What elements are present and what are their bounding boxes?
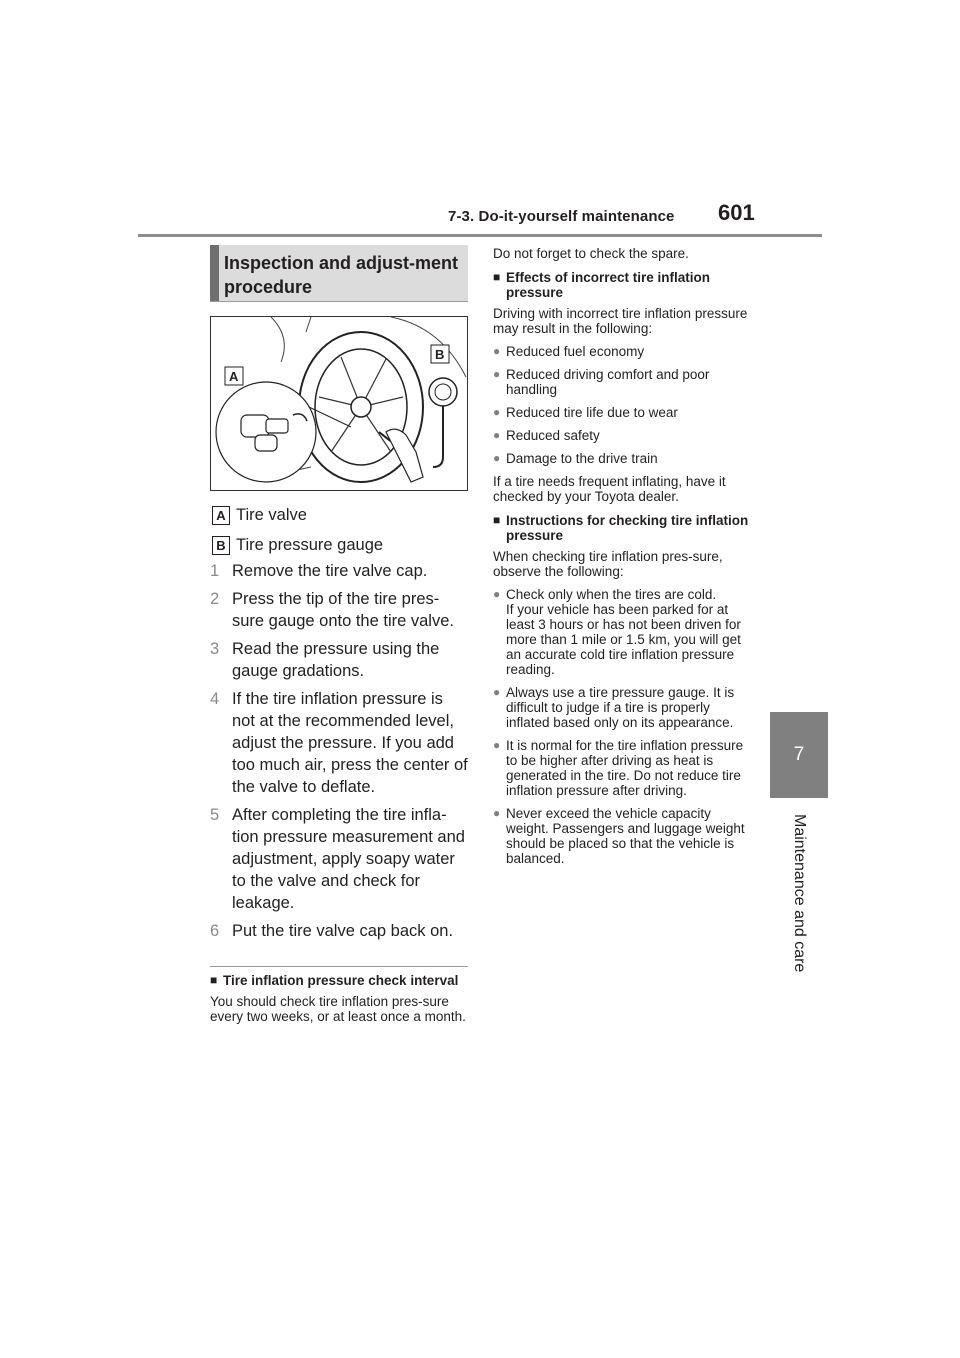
- list-item: [493, 738, 753, 798]
- step-number: 6: [210, 922, 220, 940]
- legend-item: [210, 500, 468, 530]
- figure-legend: [210, 500, 468, 560]
- list-item: [493, 806, 753, 866]
- list-item-text: Always use a tire pressure gauge. It is difficult to judge if a tire is properly inflated based only on its appearance.: [506, 685, 735, 730]
- legend-key: A: [212, 506, 230, 525]
- legend-item: [210, 530, 468, 560]
- step: [210, 920, 468, 942]
- list-item-text: Check only when the tires are cold. If your vehicle has been parked for at least 3 hours or has not been driven for more than 1 mile or 1.5 km, you will get an accurate cold tire inflation pressure reading.: [506, 587, 741, 677]
- bullet-icon: ●: [493, 344, 501, 358]
- instructions-intro: When checking tire inflation pres-sure, observe the following:: [493, 549, 723, 579]
- list-item: [493, 587, 753, 677]
- list-item-text: Reduced fuel economy: [506, 344, 645, 359]
- left-column: [210, 245, 468, 1024]
- right-column: [493, 246, 753, 866]
- step-number: 2: [210, 590, 220, 608]
- list-item-text: Damage to the drive train: [506, 451, 658, 466]
- square-marker: ■: [210, 973, 218, 987]
- list-item: [493, 451, 753, 466]
- section-heading: Inspection and adjust-ment procedure: [210, 245, 468, 301]
- effects-heading: [493, 270, 753, 300]
- step: [210, 804, 468, 914]
- heading-underline: [210, 301, 468, 302]
- interval-text: You should check tire inflation pres-sure every two weeks, or at least once a month.: [210, 994, 466, 1024]
- step: [210, 560, 468, 582]
- interval-heading: [210, 973, 468, 988]
- square-marker: ■: [493, 513, 501, 527]
- step-text: Remove the tire valve cap.: [232, 562, 428, 580]
- list-item: [493, 367, 753, 397]
- figure-label-a: A: [229, 369, 239, 384]
- effects-heading-text: Effects of incorrect tire inflation pressure: [506, 270, 711, 300]
- legend-key: B: [212, 536, 230, 555]
- bullet-icon: ●: [493, 405, 501, 419]
- step-text: Put the tire valve cap back on.: [232, 922, 454, 940]
- step-number: 5: [210, 806, 220, 824]
- step-number: 4: [210, 690, 220, 708]
- step-text: Read the pressure using the gauge gradations.: [232, 640, 440, 680]
- step-text: If the tire inflation pressure is not at the recommended level, adjust the pressure. If you add too much air, press the center of the valve to deflate.: [232, 690, 468, 796]
- legend-text: Tire valve: [236, 505, 307, 524]
- header-rule: [138, 234, 822, 237]
- section-divider: [210, 966, 468, 967]
- effects-intro: Driving with incorrect tire inflation pressure may result in the following:: [493, 306, 748, 336]
- effects-outro: If a tire needs frequent inflating, have it checked by your Toyota dealer.: [493, 474, 726, 504]
- square-marker: ■: [493, 270, 501, 284]
- tire-gauge-drawing: [211, 317, 467, 490]
- interval-heading-text: Tire inflation pressure check interval: [223, 973, 459, 988]
- bullet-icon: ●: [493, 685, 501, 699]
- step: [210, 638, 468, 682]
- list-item: [493, 428, 753, 443]
- list-item: [493, 685, 753, 730]
- list-item-text: Reduced driving comfort and poor handling: [506, 367, 710, 397]
- bullet-icon: ●: [493, 738, 501, 752]
- effects-list: [493, 344, 753, 466]
- spare-reminder: Do not forget to check the spare.: [493, 246, 689, 261]
- bullet-icon: ●: [493, 451, 501, 465]
- list-item: [493, 405, 753, 420]
- step-number: 1: [210, 562, 220, 580]
- list-item: [493, 344, 753, 359]
- page-number: 601: [718, 200, 755, 225]
- step-number: 3: [210, 640, 220, 658]
- figure-label-b: B: [435, 347, 445, 362]
- step: [210, 588, 468, 632]
- chapter-tab: 7: [770, 712, 828, 798]
- list-item-text: Never exceed the vehicle capacity weight. Passengers and luggage weight should be placed so that the vehicle is balanced.: [506, 806, 745, 866]
- bullet-icon: ●: [493, 428, 501, 442]
- header-section-title: 7-3. Do-it-yourself maintenance: [448, 208, 675, 225]
- legend-text: Tire pressure gauge: [236, 535, 384, 554]
- tire-pressure-illustration: [210, 316, 468, 491]
- step-text: Press the tip of the tire pres-sure gauge onto the tire valve.: [232, 590, 454, 630]
- bullet-icon: ●: [493, 806, 501, 820]
- list-item-text: It is normal for the tire inflation pressure to be higher after driving as heat is generated in the tire. Do not reduce tire inflation pressure after driving.: [506, 738, 744, 798]
- list-item-text: Reduced tire life due to wear: [506, 405, 678, 420]
- step: [210, 688, 468, 798]
- instructions-list: [493, 587, 753, 866]
- bullet-icon: ●: [493, 367, 501, 381]
- instructions-heading: [493, 513, 753, 543]
- step-text: After completing the tire infla-tion pressure measurement and adjustment, apply soapy water to the valve and check for leakage.: [232, 806, 465, 912]
- list-item-text: Reduced safety: [506, 428, 600, 443]
- bullet-icon: ●: [493, 587, 501, 601]
- instructions-heading-text: Instructions for checking tire inflation pressure: [506, 513, 749, 543]
- chapter-title-vertical: Maintenance and care: [791, 813, 808, 973]
- procedure-steps: [210, 560, 468, 942]
